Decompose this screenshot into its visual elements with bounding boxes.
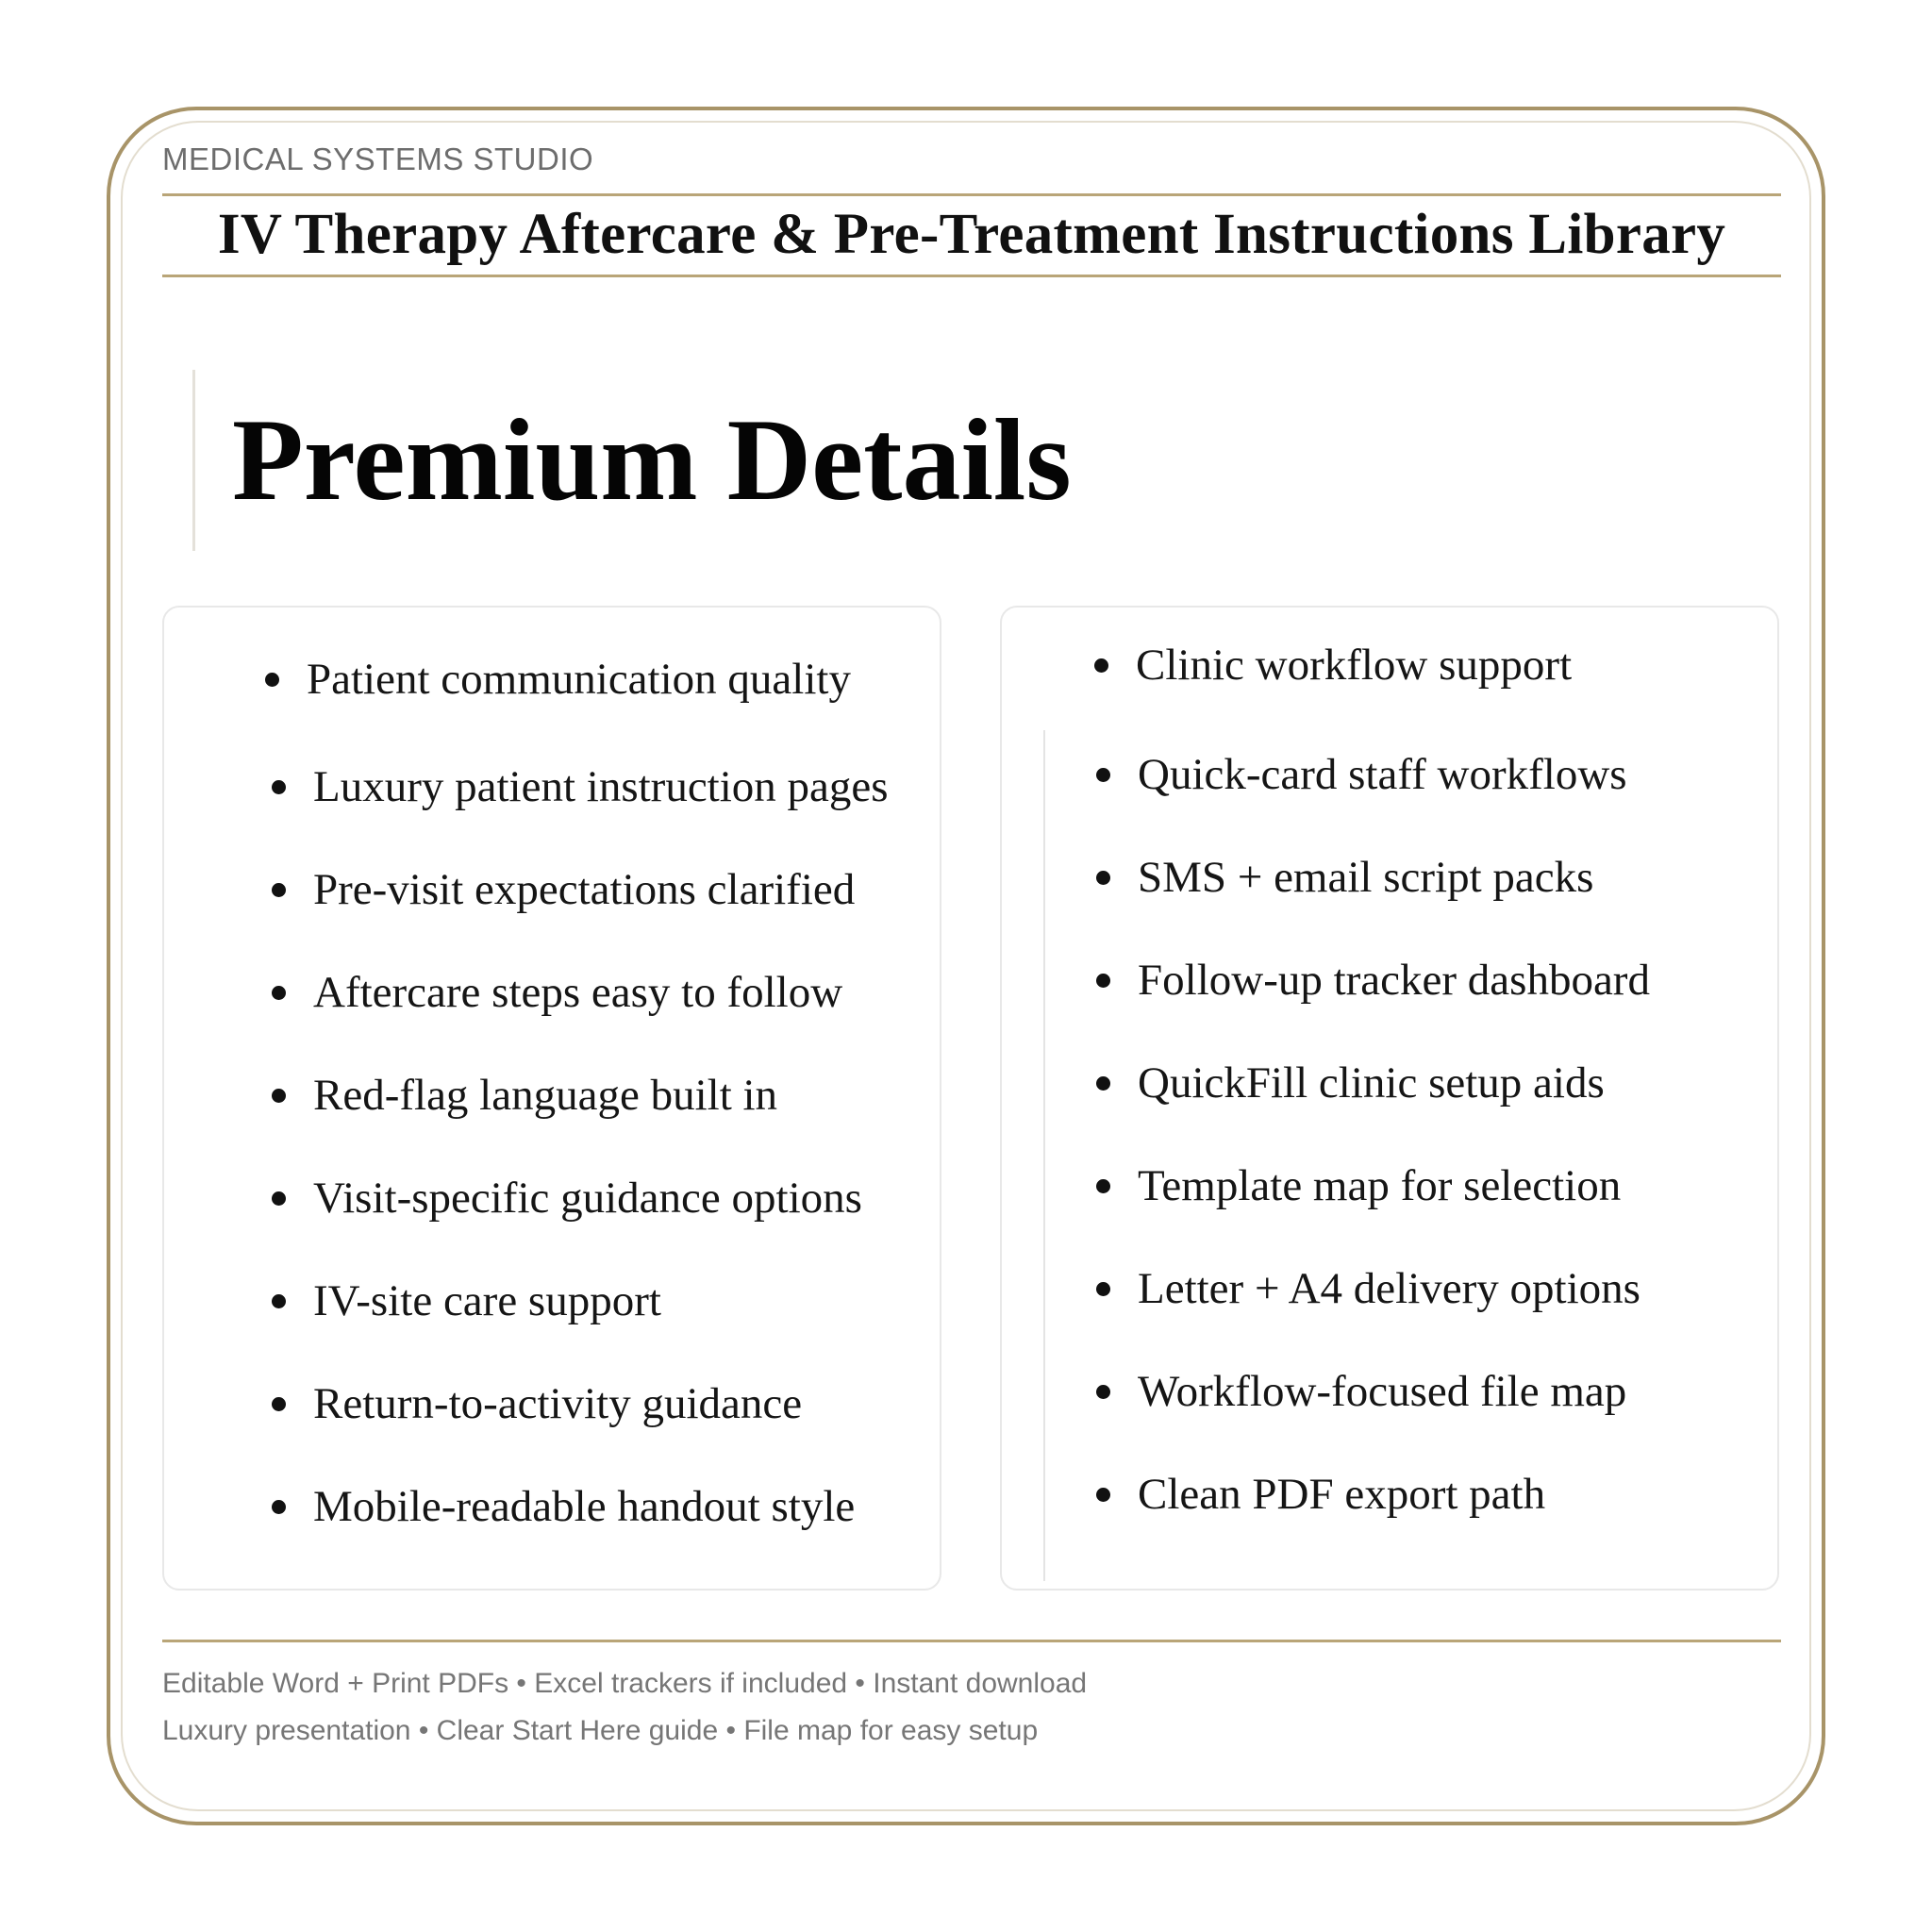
section-title: Premium Details — [232, 395, 1072, 525]
list-item-label: Follow-up tracker dashboard — [1138, 956, 1650, 1005]
footer-presentation-line: Luxury presentation • Clear Start Here guide • File map for easy setup — [162, 1715, 1039, 1746]
bullet-icon — [272, 986, 286, 1000]
bullet-icon — [1096, 768, 1110, 782]
list-item — [313, 964, 842, 1021]
list-item — [1138, 1260, 1641, 1317]
list-item-label: Visit-specific guidance options — [313, 1174, 862, 1223]
list-item-label: Letter + A4 delivery options — [1138, 1264, 1641, 1313]
list-item — [313, 1273, 661, 1329]
bullet-icon — [272, 780, 286, 794]
list-item-label: Red-flag language built in — [313, 1071, 778, 1120]
footer-features-line: Editable Word + Print PDFs • Excel trackers if included • Instant download — [162, 1668, 1088, 1699]
list-item-label: Quick-card staff workflows — [1138, 750, 1627, 799]
list-item — [1138, 1466, 1545, 1523]
list-item — [1138, 746, 1627, 803]
footer-rule — [162, 1640, 1781, 1642]
header-bottom-rule — [162, 275, 1781, 277]
list-item-label: Pre-visit expectations clarified — [313, 865, 856, 914]
list-item-label: Mobile-readable handout style — [313, 1482, 856, 1531]
list-item — [313, 758, 889, 815]
list-item — [313, 1375, 802, 1432]
brand-label: MEDICAL SYSTEMS STUDIO — [162, 142, 594, 176]
list-item — [307, 651, 851, 708]
list-item — [313, 1478, 855, 1535]
bullet-icon — [1096, 871, 1110, 885]
bullet-icon — [272, 1397, 286, 1411]
bullet-icon — [272, 883, 286, 897]
bullet-icon — [1096, 1282, 1110, 1296]
list-item-label: Luxury patient instruction pages — [313, 762, 889, 811]
bullet-icon — [265, 673, 279, 687]
list-item-label: Clean PDF export path — [1138, 1470, 1546, 1519]
bullet-icon — [1096, 974, 1110, 988]
list-item-label: Workflow-focused file map — [1138, 1367, 1627, 1416]
document-title: IV Therapy Aftercare & Pre-Treatment Instructions Library — [217, 203, 1726, 266]
list-item-label: IV-site care support — [313, 1276, 661, 1325]
right-card-divider — [1043, 730, 1045, 1581]
list-item-label: SMS + email script packs — [1138, 853, 1594, 902]
list-item — [1138, 952, 1650, 1008]
list-item — [1138, 1363, 1626, 1420]
list-item-label: Patient communication quality — [307, 655, 851, 704]
list-item — [1138, 1158, 1621, 1214]
header-top-rule — [162, 193, 1781, 196]
list-item — [1138, 1055, 1605, 1111]
list-item-label: Aftercare steps easy to follow — [313, 968, 843, 1017]
list-item — [313, 861, 855, 918]
bullet-icon — [1096, 1488, 1110, 1502]
list-item-label: Return-to-activity guidance — [313, 1379, 803, 1428]
bullet-icon — [272, 1500, 286, 1514]
list-item-label: Template map for selection — [1138, 1161, 1622, 1210]
bullet-icon — [1096, 1385, 1110, 1399]
list-item — [1136, 637, 1572, 693]
bullet-icon — [1094, 658, 1108, 673]
bullet-icon — [272, 1294, 286, 1308]
bullet-icon — [272, 1191, 286, 1206]
bullet-icon — [272, 1089, 286, 1103]
list-item — [313, 1170, 862, 1226]
list-item-label: Clinic workflow support — [1136, 641, 1573, 690]
list-item-label: QuickFill clinic setup aids — [1138, 1058, 1605, 1108]
bullet-icon — [1096, 1179, 1110, 1193]
bullet-icon — [1096, 1076, 1110, 1091]
list-item — [1138, 849, 1593, 906]
section-accent-bar — [192, 370, 195, 551]
list-item — [313, 1067, 777, 1124]
